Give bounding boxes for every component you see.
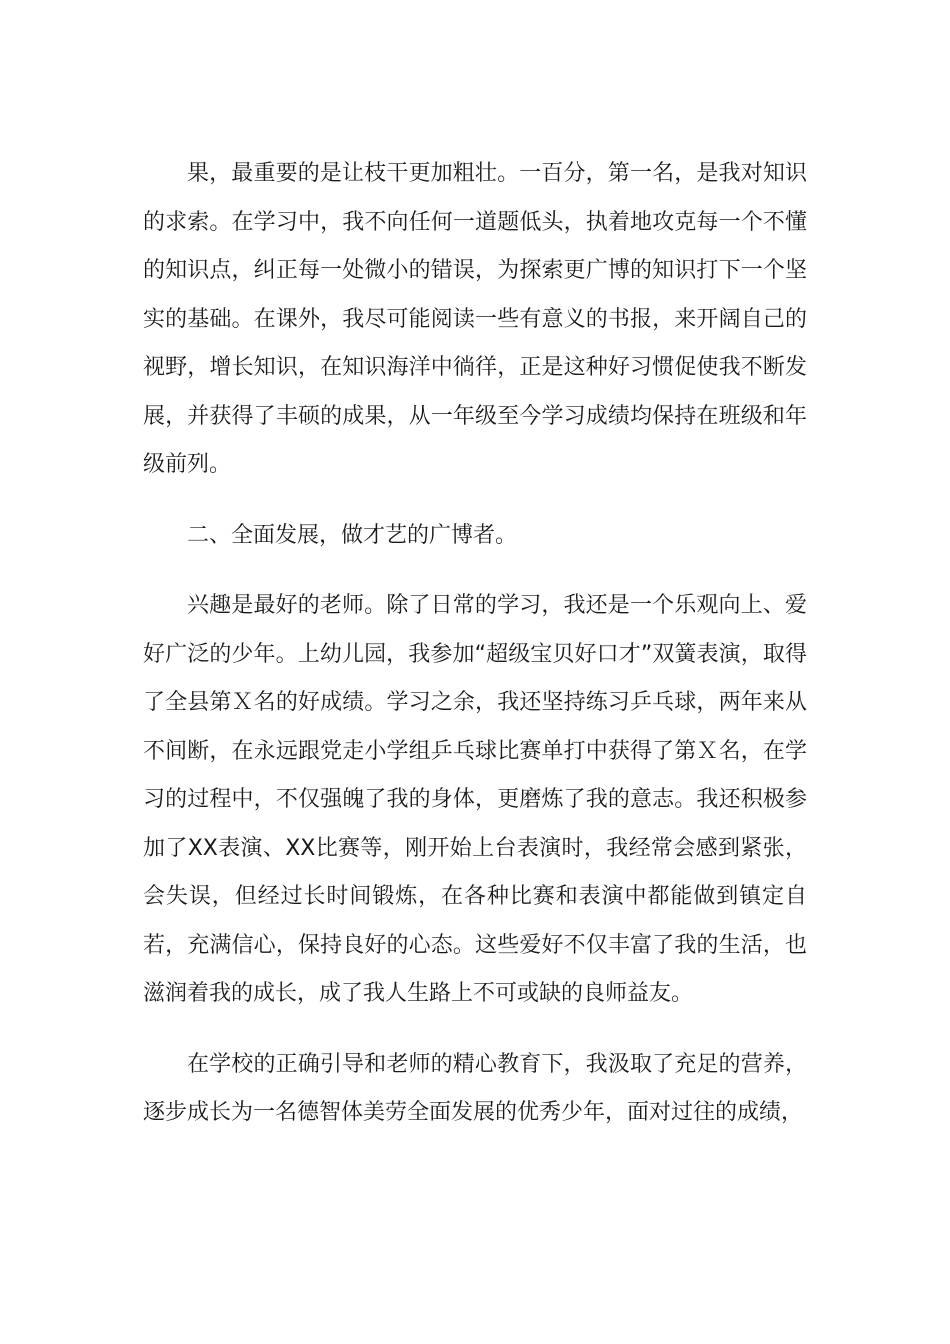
paragraph-study-continued: 果，最重要的是让枝干更加粗壮。一百分，第一名，是我对知识的求索。在学习中，我不向任何一道题低头，执着地攻克每一个不懂的知识点，纠正每一处微小的错误，为探索更广博的知识打下一个坚实的基础。在课外，我尽可能阅读一些有意义的书报，来开阔自己的视野，增长知识，在知识海洋中徜徉，正是这种好习惯促使我不断发展，并获得了丰硕的成果，从一年级至今学习成绩均保持在班级和年级前列。 bbox=[143, 161, 807, 477]
body-text bbox=[143, 150, 807, 1138]
section-heading-all-round-development: 二、全面发展，做才艺的广博者。 bbox=[187, 522, 518, 548]
paragraph-school-guidance: 在学校的正确引导和老师的精心教育下，我汲取了充足的营养，逐步成长为一名德智体美劳全面发展的优秀少年，面对过往的成绩， bbox=[143, 1051, 807, 1125]
paragraph-hobbies: 兴趣是最好的老师。除了日常的学习，我还是一个乐观向上、爱好广泛的少年。上幼儿园，我参加“超级宝贝好口才”双簧表演，取得了全县第Ｘ名的好成绩。学习之余，我还坚持练习乒乓球，两年来从不间断，在永远跟党走小学组乒乓球比赛单打中获得了第Ｘ名，在学习的过程中，不仅强魄了我的身体，更磨炼了我的意志。我还积极参加了XX表演、XX比赛等，刚开始上台表演时，我经常会感到紧张，会失误，但经过长时间锻炼，在各种比赛和表演中都能做到镇定自若，充满信心，保持良好的心态。这些爱好不仅丰富了我的生活，也滋润着我的成长，成了我人生路上不可或缺的良师益友。 bbox=[143, 593, 807, 1006]
